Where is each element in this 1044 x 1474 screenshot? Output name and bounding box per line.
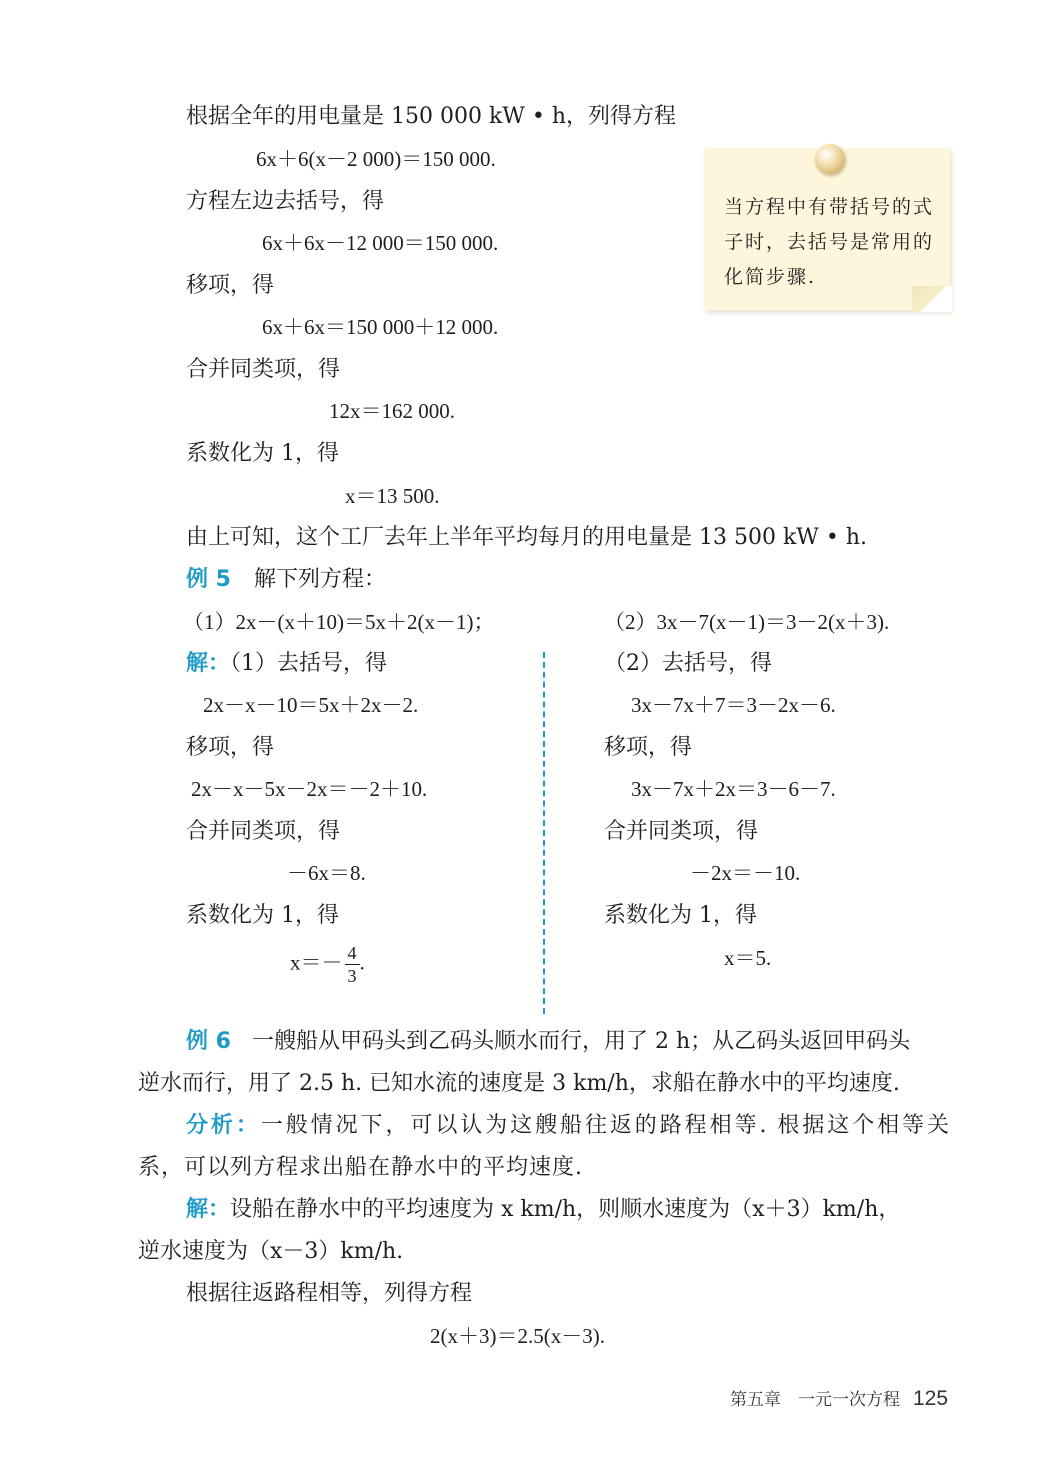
- page-curl-decoration: [912, 286, 952, 312]
- example-6-line-1: [186, 1029, 910, 1055]
- step-text: 移项，得: [604, 735, 693, 760]
- final-equation: 2(x＋3)＝2.5(x－3).: [430, 1324, 605, 1348]
- fraction-denominator: 3: [347, 966, 357, 986]
- solution-label: 解：: [186, 651, 231, 676]
- solution-2-final: x＝5.: [724, 946, 772, 970]
- side-note-text: 当方程中有带括号的式子时，去括号是常用的化简步骤.: [724, 196, 935, 288]
- final-prefix: x＝－: [290, 950, 343, 975]
- equation-intro: 根据往返路程相等，列得方程: [186, 1281, 473, 1306]
- step-text: 方程左边去括号，得: [186, 189, 385, 214]
- equation-2: 6x＋6x－12 000＝150 000.: [262, 231, 499, 255]
- example-6-label: 例 6: [186, 1029, 231, 1054]
- problem-2: （2）3x－7(x－1)＝3－2(x＋3).: [604, 610, 890, 634]
- chapter-title: 第五章 一元一次方程: [730, 1390, 900, 1410]
- step-text: 合并同类项，得: [186, 819, 341, 844]
- conclusion-text: 由上可知，这个工厂去年上半年平均每月的用电量是 13 500 kW • h.: [186, 525, 868, 550]
- analysis-line-1: [186, 1113, 950, 1139]
- solution-1-equation-2: 2x－x－5x－2x＝－2＋10.: [191, 777, 428, 801]
- step-text: 移项，得: [186, 735, 275, 760]
- solution-1-final: [290, 944, 365, 985]
- equation-5: x＝13 500.: [345, 484, 440, 508]
- analysis-text: 一般情况下，可以认为这艘船往返的路程相等. 根据这个相等关: [260, 1113, 950, 1138]
- page-number: 125: [913, 1387, 949, 1410]
- equation-3: 6x＋6x＝150 000＋12 000.: [262, 315, 499, 339]
- solution-6-line-1: [186, 1197, 900, 1223]
- fraction: [345, 944, 360, 985]
- solution-1-head: （1）去括号，得: [230, 651, 388, 676]
- pushpin-icon: [815, 144, 845, 174]
- page-footer: [730, 1386, 948, 1412]
- solution-6-text: 设船在静水中的平均速度为 x km/h，则顺水速度为（x＋3）km/h，: [230, 1197, 901, 1222]
- column-divider: [543, 652, 545, 1014]
- equation-1: 6x＋6(x－2 000)＝150 000.: [256, 147, 496, 171]
- step-text: 系数化为 1，得: [186, 903, 339, 928]
- example-6-line-2: 逆水而行，用了 2.5 h. 已知水流的速度是 3 km/h，求船在静水中的平均速度.: [138, 1071, 900, 1096]
- step-text: 合并同类项，得: [186, 357, 341, 382]
- solution-2-equation-3: －2x＝－10.: [690, 861, 801, 885]
- analysis-line-2: 系，可以列方程求出船在静水中的平均速度.: [138, 1155, 583, 1180]
- solution-1-heading: [186, 651, 387, 677]
- problem-1: （1）2x－(x＋10)＝5x＋2(x－1)；: [183, 610, 495, 634]
- final-suffix: .: [359, 950, 365, 975]
- step-text: 移项，得: [186, 273, 275, 298]
- side-note: [704, 148, 950, 310]
- solution-2-head: （2）去括号，得: [604, 651, 772, 676]
- example-5-heading: [186, 567, 386, 593]
- solution-2-equation-2: 3x－7x＋2x＝3－6－7.: [631, 777, 836, 801]
- equation-4: 12x＝162 000.: [329, 399, 455, 423]
- solution-6-line-2: 逆水速度为（x－3）km/h.: [138, 1239, 404, 1264]
- step-text: 系数化为 1，得: [186, 441, 339, 466]
- solution-label: 解：: [186, 1197, 231, 1222]
- step-text: 合并同类项，得: [604, 819, 759, 844]
- solution-1-equation-3: －6x＝8.: [287, 861, 366, 885]
- intro-text: 根据全年的用电量是 150 000 kW • h，列得方程: [186, 104, 677, 129]
- example-5-title: 解下列方程：: [253, 567, 386, 592]
- solution-2-equation-1: 3x－7x＋7＝3－2x－6.: [631, 693, 836, 717]
- solution-1-equation-1: 2x－x－10＝5x＋2x－2.: [203, 693, 419, 717]
- analysis-label: 分析：: [186, 1113, 261, 1138]
- fraction-numerator: 4: [345, 944, 360, 965]
- example-6-text: 一艘船从甲码头到乙码头顺水而行，用了 2 h；从乙码头返回甲码头: [251, 1029, 911, 1054]
- example-5-label: 例 5: [186, 567, 231, 592]
- step-text: 系数化为 1，得: [604, 903, 757, 928]
